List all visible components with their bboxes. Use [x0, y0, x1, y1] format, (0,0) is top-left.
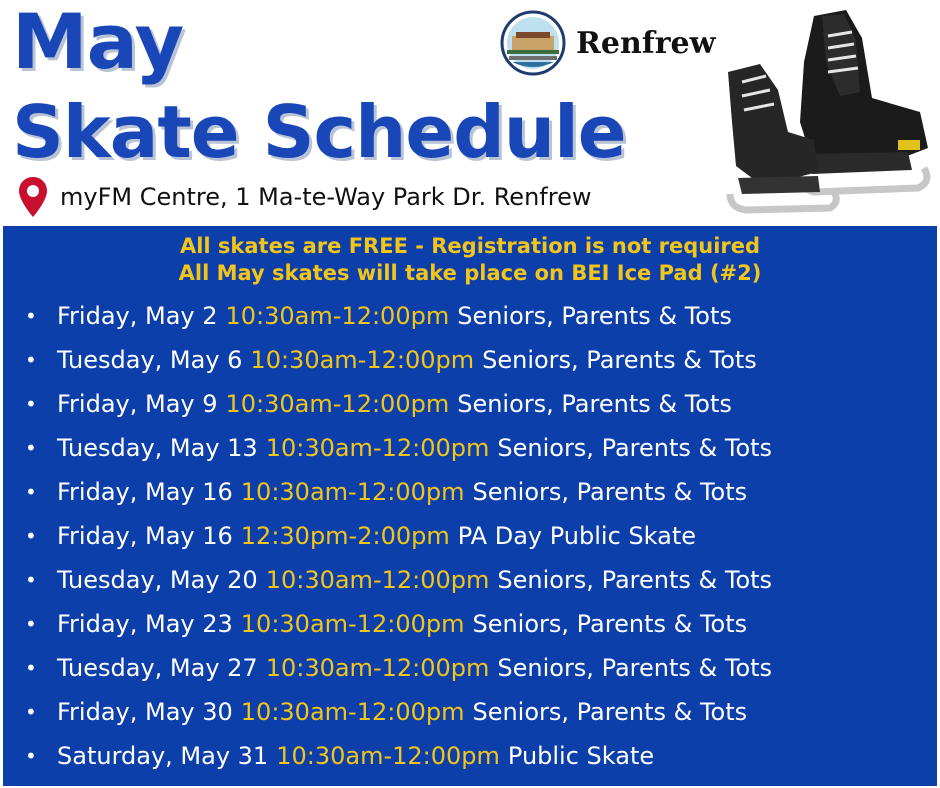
schedule-event: Seniors, Parents & Tots	[472, 698, 748, 726]
bullet-icon: •	[25, 348, 37, 372]
notice-ice-pad: All May skates will take place on BEI Ice Pad (#2)	[178, 261, 762, 285]
bullet-icon: •	[25, 304, 37, 328]
venue-address: myFM Centre, 1 Ma-te-Way Park Dr. Renfrew	[60, 183, 592, 211]
schedule-item	[25, 470, 772, 514]
bullet-icon: •	[25, 480, 37, 504]
schedule-panel	[3, 226, 937, 786]
schedule-time: 10:30am-12:00pm	[250, 346, 475, 374]
schedule-day: Friday, May 2	[57, 302, 218, 330]
schedule-item	[25, 690, 772, 734]
schedule-time: 10:30am-12:00pm	[265, 654, 490, 682]
schedule-item	[25, 382, 772, 426]
renfrew-logo	[500, 10, 715, 76]
schedule-time: 10:30am-12:00pm	[276, 742, 500, 770]
schedule-time: 10:30am-12:00pm	[225, 390, 450, 418]
schedule-item	[25, 558, 772, 602]
bullet-icon: •	[25, 656, 37, 680]
schedule-item	[25, 426, 772, 470]
schedule-day: Tuesday, May 6	[57, 346, 243, 374]
schedule-day: Tuesday, May 13	[57, 434, 258, 462]
schedule-list	[25, 294, 772, 778]
schedule-event: Seniors, Parents & Tots	[497, 434, 773, 462]
schedule-item	[25, 294, 772, 338]
schedule-time: 10:30am-12:00pm	[240, 698, 465, 726]
schedule-item	[25, 338, 772, 382]
schedule-event: PA Day Public Skate	[457, 522, 696, 550]
schedule-day: Friday, May 30	[57, 698, 233, 726]
bullet-icon: •	[25, 436, 37, 460]
schedule-item	[25, 646, 772, 690]
bullet-icon: •	[25, 700, 37, 724]
page-title-month: May	[12, 0, 184, 86]
venue-location	[18, 176, 591, 218]
ice-skates-icon	[722, 2, 936, 222]
bullet-icon: •	[25, 524, 37, 548]
schedule-day: Friday, May 16	[57, 478, 233, 506]
page-title: Skate Schedule	[12, 90, 626, 174]
bullet-icon: •	[25, 744, 37, 768]
map-pin-icon	[18, 176, 48, 218]
schedule-time: 10:30am-12:00pm	[240, 478, 465, 506]
schedule-item	[25, 514, 772, 558]
schedule-event: Seniors, Parents & Tots	[472, 610, 748, 638]
schedule-event: Seniors, Parents & Tots	[457, 302, 732, 330]
schedule-item	[25, 734, 772, 778]
schedule-event: Seniors, Parents & Tots	[497, 654, 773, 682]
schedule-day: Friday, May 23	[57, 610, 233, 638]
schedule-time: 12:30pm-2:00pm	[240, 522, 450, 550]
schedule-day: Friday, May 16	[57, 522, 233, 550]
brand-name: Renfrew	[576, 25, 716, 61]
schedule-time: 10:30am-12:00pm	[225, 302, 450, 330]
schedule-event: Seniors, Parents & Tots	[482, 346, 757, 374]
schedule-time: 10:30am-12:00pm	[265, 566, 490, 594]
schedule-day: Tuesday, May 27	[57, 654, 258, 682]
schedule-time: 10:30am-12:00pm	[265, 434, 490, 462]
notice-free-skates: All skates are FREE - Registration is not required	[179, 234, 761, 258]
schedule-event: Public Skate	[507, 742, 655, 770]
schedule-day: Tuesday, May 20	[57, 566, 258, 594]
schedule-event: Seniors, Parents & Tots	[457, 390, 732, 418]
bullet-icon: •	[25, 568, 37, 592]
schedule-item	[25, 602, 772, 646]
schedule-day: Friday, May 9	[57, 390, 218, 418]
bullet-icon: •	[25, 392, 37, 416]
schedule-event: Seniors, Parents & Tots	[472, 478, 748, 506]
schedule-day: Saturday, May 31	[57, 742, 269, 770]
schedule-time: 10:30am-12:00pm	[240, 610, 465, 638]
schedule-event: Seniors, Parents & Tots	[497, 566, 773, 594]
bullet-icon: •	[25, 612, 37, 636]
town-logo-icon	[500, 10, 566, 76]
